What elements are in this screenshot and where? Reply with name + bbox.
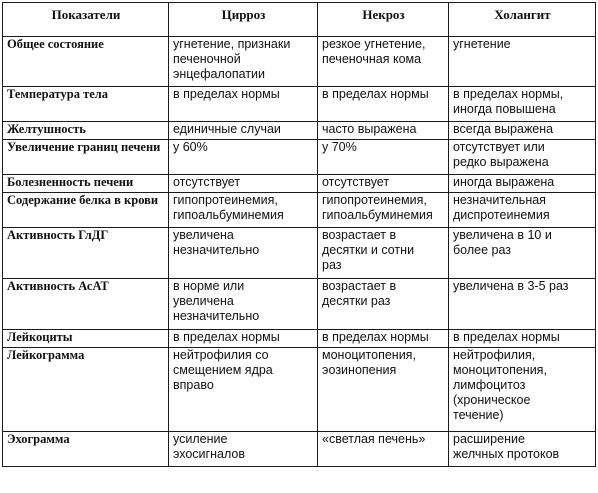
row-label: Желтушность bbox=[3, 122, 169, 140]
table-row bbox=[3, 122, 596, 140]
cirrhosis-cell: в норме или увеличена незначительно bbox=[169, 279, 318, 330]
comparison-table bbox=[2, 2, 596, 467]
cholangitis-cell: угнетение bbox=[449, 37, 596, 87]
row-label: Содержание белка в крови bbox=[3, 193, 169, 228]
header-cholangitis: Холангит bbox=[449, 3, 596, 37]
table-row bbox=[3, 193, 596, 228]
table-row bbox=[3, 175, 596, 193]
row-label: Увеличение границ печени bbox=[3, 140, 169, 175]
table-row bbox=[3, 87, 596, 122]
cirrhosis-cell: отсутствует bbox=[169, 175, 318, 193]
cholangitis-cell: отсутствует или редко выражена bbox=[449, 140, 596, 175]
cholangitis-cell: иногда выражена bbox=[449, 175, 596, 193]
header-row bbox=[3, 3, 596, 37]
table-row bbox=[3, 330, 596, 348]
cirrhosis-cell: увеличена незначительно bbox=[169, 228, 318, 279]
necrosis-cell: возрастает в десятки и сотни раз bbox=[318, 228, 449, 279]
necrosis-cell: резкое угнетение, печеночная кома bbox=[318, 37, 449, 87]
row-label: Эхограмма bbox=[3, 432, 169, 467]
cholangitis-cell: увеличена в 10 и более раз bbox=[449, 228, 596, 279]
necrosis-cell: моноцитопения, эозинопения bbox=[318, 348, 449, 432]
necrosis-cell: часто выражена bbox=[318, 122, 449, 140]
cirrhosis-cell: единичные случаи bbox=[169, 122, 318, 140]
header-cirrhosis: Цирроз bbox=[169, 3, 318, 37]
cholangitis-cell: увеличена в 3-5 раз bbox=[449, 279, 596, 330]
cholangitis-cell: в пределах нормы, иногда повышена bbox=[449, 87, 596, 122]
cirrhosis-cell: угнетение, признаки печеночной энцефалопатии bbox=[169, 37, 318, 87]
necrosis-cell: в пределах нормы bbox=[318, 87, 449, 122]
cholangitis-cell: всегда выражена bbox=[449, 122, 596, 140]
row-label: Активность ГлДГ bbox=[3, 228, 169, 279]
necrosis-cell: гипопротеинемия, гипоальбуминемия bbox=[318, 193, 449, 228]
cholangitis-cell: расширение желчных протоков bbox=[449, 432, 596, 467]
necrosis-cell: возрастает в десятки раз bbox=[318, 279, 449, 330]
cirrhosis-cell: нейтрофилия со смещением ядра вправо bbox=[169, 348, 318, 432]
cholangitis-cell: в пределах нормы bbox=[449, 330, 596, 348]
cirrhosis-cell: усиление эхосигналов bbox=[169, 432, 318, 467]
row-label: Болезненность печени bbox=[3, 175, 169, 193]
table-row bbox=[3, 279, 596, 330]
row-label: Лейкоциты bbox=[3, 330, 169, 348]
cirrhosis-cell: в пределах нормы bbox=[169, 330, 318, 348]
cholangitis-cell: незначительная диспротеинемия bbox=[449, 193, 596, 228]
cirrhosis-cell: у 60% bbox=[169, 140, 318, 175]
cirrhosis-cell: гипопротеинемия, гипоальбуминемия bbox=[169, 193, 318, 228]
necrosis-cell: у 70% bbox=[318, 140, 449, 175]
row-label: Общее состояние bbox=[3, 37, 169, 87]
table-row bbox=[3, 432, 596, 467]
row-label: Температура тела bbox=[3, 87, 169, 122]
cholangitis-cell: нейтрофилия, моноцитопения, лимфоцитоз (хроническое течение) bbox=[449, 348, 596, 432]
necrosis-cell: «светлая печень» bbox=[318, 432, 449, 467]
header-necrosis: Некроз bbox=[318, 3, 449, 37]
table-row bbox=[3, 37, 596, 87]
header-indicators: Показатели bbox=[3, 3, 169, 37]
row-label: Активность АсАТ bbox=[3, 279, 169, 330]
cirrhosis-cell: в пределах нормы bbox=[169, 87, 318, 122]
necrosis-cell: в пределах нормы bbox=[318, 330, 449, 348]
table-row bbox=[3, 348, 596, 432]
table-row bbox=[3, 140, 596, 175]
table-row bbox=[3, 228, 596, 279]
row-label: Лейкограмма bbox=[3, 348, 169, 432]
necrosis-cell: отсутствует bbox=[318, 175, 449, 193]
